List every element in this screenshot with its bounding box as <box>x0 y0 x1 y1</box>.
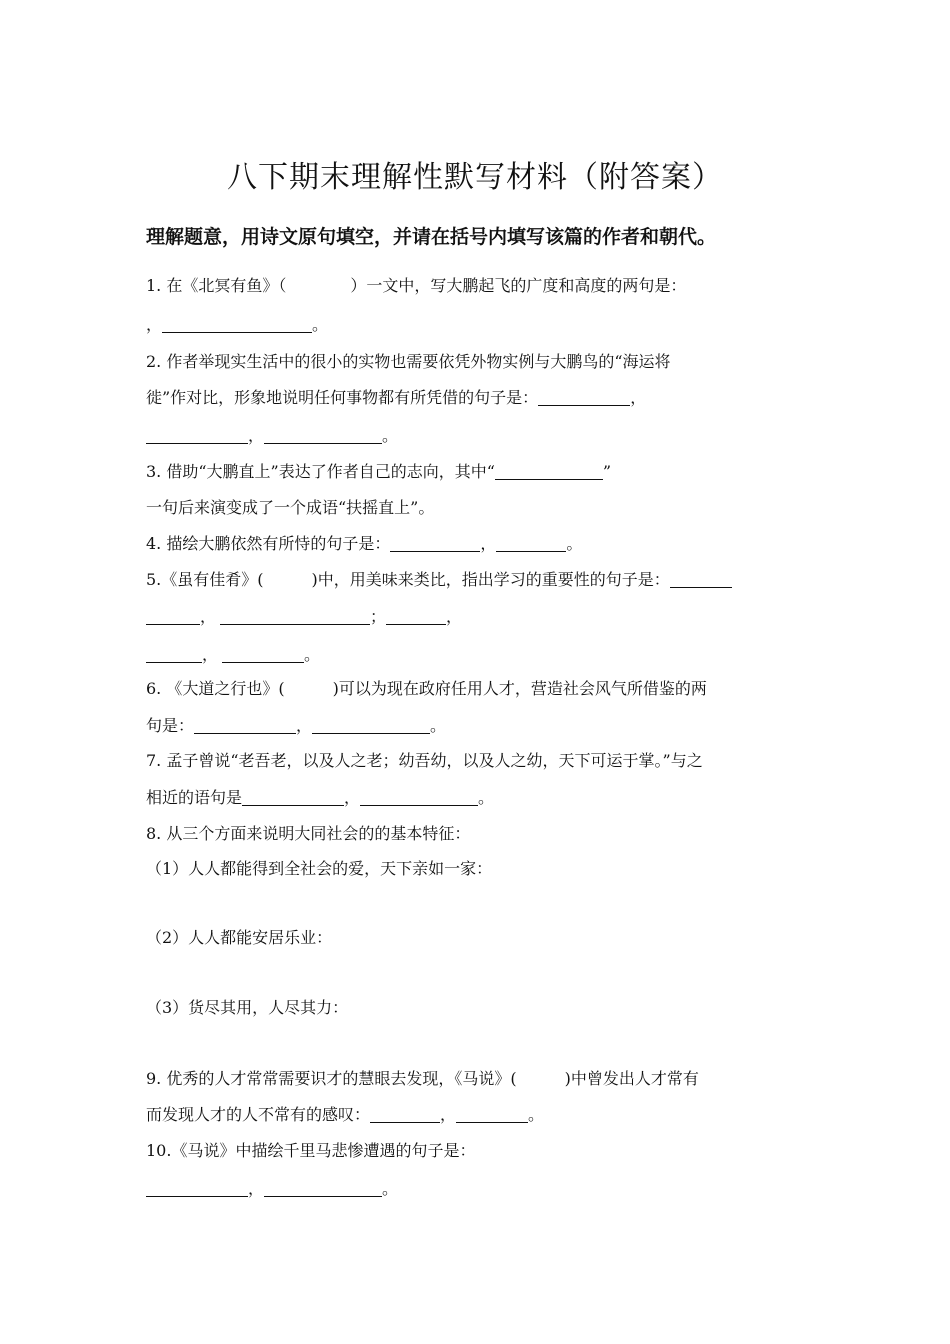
q6-line2-text: 句是： <box>146 716 195 735</box>
q9-line2 <box>146 1103 544 1127</box>
q4-end: 。 <box>566 534 583 553</box>
q10-line1: 10.《马说》中描绘千里马悲惨遭遇的句子是： <box>146 1141 476 1160</box>
q5-end: 。 <box>304 645 321 664</box>
q5-blank-2[interactable] <box>146 606 200 625</box>
q2-blank-1[interactable] <box>538 387 630 406</box>
q8-item1: （1）人人都能得到全社会的爱，天下亲如一家： <box>146 859 493 878</box>
q2-line1: 2. 作者举现实生活中的很小的实物也需要依凭外物实例与大鹏鸟的“海运将 <box>146 352 671 371</box>
q7-blank-2[interactable] <box>360 787 478 806</box>
q5-line2 <box>146 605 462 629</box>
q7-line2-text: 相近的语句是 <box>146 788 243 807</box>
q10-blank-1[interactable] <box>146 1178 248 1197</box>
q2-blank-2[interactable] <box>146 425 248 444</box>
q7-line2 <box>146 786 494 810</box>
q7-line1: 7. 孟子曾说“老吾老，以及人之老；幼吾幼，以及人之幼，天下可运于掌。”与之 <box>146 751 703 770</box>
q6-blank-2[interactable] <box>312 715 430 734</box>
q5-sep1: ， <box>200 607 217 626</box>
q2-sep: ， <box>248 426 265 445</box>
q5-sep3: ， <box>446 607 463 626</box>
q5-blank-5[interactable] <box>146 644 202 663</box>
q9-blank-2[interactable] <box>456 1104 528 1123</box>
q5-blank-6[interactable] <box>222 644 304 663</box>
q6-blank-1[interactable] <box>194 715 296 734</box>
q3-close-quote: ” <box>602 462 612 481</box>
q3-line1 <box>146 460 611 484</box>
q1-line2 <box>146 313 328 337</box>
instruction-text: 理解题意，用诗文原句填空，并请在括号内填写该篇的作者和朝代。 <box>146 226 717 248</box>
q1-blank[interactable] <box>162 314 312 333</box>
q4-line1 <box>146 532 582 556</box>
q9-line1: 9. 优秀的人才常常需要识才的慧眼去发现，《马说》( )中曾发出人才常有 <box>146 1069 699 1088</box>
q5-line1 <box>146 568 732 592</box>
q5-line3 <box>146 643 320 667</box>
q6-line2 <box>146 714 446 738</box>
q8-item2: （2）人人都能安居乐业： <box>146 928 333 947</box>
q10-sep: ， <box>248 1179 265 1198</box>
q3-blank[interactable] <box>495 461 603 480</box>
q6-sep: ， <box>296 716 313 735</box>
q10-end: 。 <box>382 1179 399 1198</box>
q7-end: 。 <box>478 788 495 807</box>
q5-sep4: ， <box>202 645 219 664</box>
q9-line2-text: 而发现人才的人不常有的感叹： <box>146 1105 371 1124</box>
q9-blank-1[interactable] <box>370 1104 440 1123</box>
q10-blank-2[interactable] <box>264 1178 382 1197</box>
q6-end: 。 <box>430 716 447 735</box>
q2-end: 。 <box>382 426 399 445</box>
q5-blank-3[interactable] <box>220 606 370 625</box>
q10-line2 <box>146 1177 398 1201</box>
q1-line1: 1. 在《北冥有鱼》（ ）一文中，写大鹏起飞的广度和高度的两句是： <box>146 276 687 295</box>
q4-line1-text: 4. 描绘大鹏依然有所恃的句子是： <box>146 534 391 553</box>
q1-lead: ， <box>146 315 163 334</box>
q9-end: 。 <box>528 1105 545 1124</box>
q7-sep: ， <box>344 788 361 807</box>
q9-sep: ， <box>440 1105 457 1124</box>
q8-item3: （3）货尽其用，人尽其力： <box>146 998 349 1017</box>
q2-blank-3[interactable] <box>264 425 382 444</box>
q4-blank-1[interactable] <box>390 533 480 552</box>
q4-sep: ， <box>480 534 497 553</box>
page-title: 八下期末理解性默写材料（附答案） <box>227 160 723 195</box>
q5-sep2: ； <box>370 607 387 626</box>
q5-blank-4[interactable] <box>386 606 446 625</box>
q6-line1: 6. 《大道之行也》( )可以为现在政府任用人才，营造社会风气所借鉴的两 <box>146 679 707 698</box>
q8-line1: 8. 从三个方面来说明大同社会的的基本特征： <box>146 824 471 843</box>
q2-line2-text: 徙”作对比，形象地说明任何事物都有所凭借的句子是： <box>146 388 539 407</box>
q5-line1-text: 5.《虽有佳肴》( )中，用美味来类比，指出学习的重要性的句子是： <box>146 570 670 589</box>
q2-comma: ， <box>630 388 647 407</box>
q2-line3 <box>146 424 398 448</box>
q4-blank-2[interactable] <box>496 533 566 552</box>
q3-line1-text: 3. 借助“大鹏直上”表达了作者自己的志向，其中“ <box>146 462 495 481</box>
q2-line2 <box>146 386 646 410</box>
q1-end: 。 <box>312 315 329 334</box>
q7-blank-1[interactable] <box>242 787 344 806</box>
q5-blank-1[interactable] <box>670 569 732 588</box>
q3-line2: 一句后来演变成了一个成语“扶摇直上”。 <box>146 498 435 517</box>
